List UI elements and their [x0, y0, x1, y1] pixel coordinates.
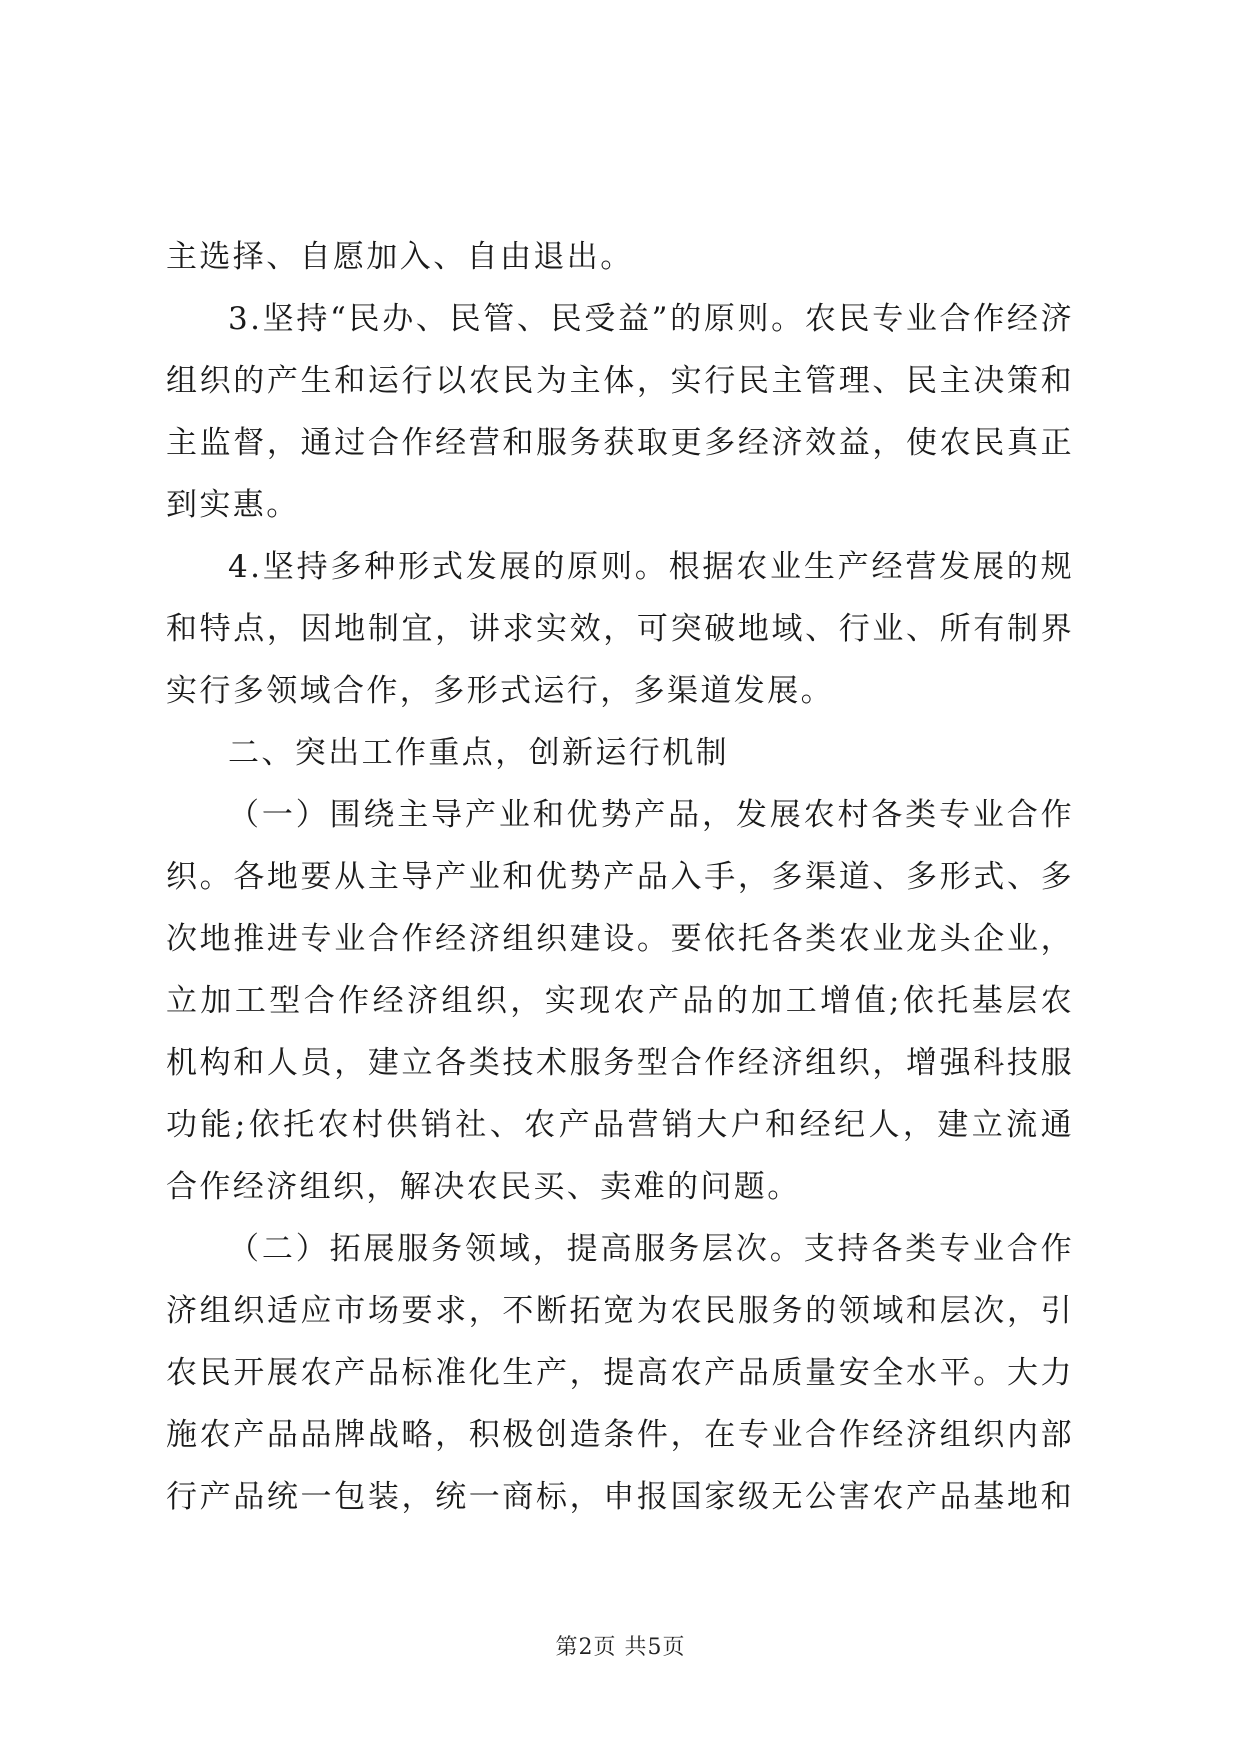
- text-line: 到实惠。: [166, 487, 300, 523]
- text-line: 施农产品品牌战略，积极创造条件，在专业合作经济组织内部: [166, 1417, 1074, 1453]
- text-line: 主监督，通过合作经营和服务获取更多经济效益，使农民真正: [166, 425, 1074, 461]
- text-line: 和特点，因地制宜，讲求实效，可突破地域、行业、所有制界: [166, 611, 1074, 647]
- text-line: 行产品统一包装，统一商标，申报国家级无公害农产品基地和: [166, 1479, 1074, 1515]
- text-line: （二）拓展服务领域，提高服务层次。支持各类专业合作: [228, 1231, 1074, 1267]
- page-footer: 第2页 共5页: [555, 1635, 686, 1660]
- section-heading: 二、突出工作重点，创新运行机制: [228, 735, 729, 771]
- text-line: 济组织适应市场要求，不断拓宽为农民服务的领域和层次，引: [166, 1293, 1074, 1329]
- text-line: 立加工型合作经济组织，实现农产品的加工增值;依托基层农: [166, 983, 1074, 1019]
- text-line: 4.坚持多种形式发展的原则。根据农业生产经营发展的规: [228, 549, 1074, 585]
- text-line: 3.坚持“民办、民管、民受益”的原则。农民专业合作经济: [228, 301, 1074, 337]
- text-line: 合作经济组织，解决农民买、卖难的问题。: [166, 1169, 801, 1205]
- text-line: 功能;依托农村供销社、农产品营销大户和经纪人，建立流通: [166, 1107, 1074, 1143]
- text-line: 机构和人员，建立各类技术服务型合作经济组织，增强科技服: [166, 1045, 1074, 1081]
- text-line: 次地推进专业合作经济组织建设。要依托各类农业龙头企业，: [166, 921, 1074, 957]
- text-line: 实行多领域合作，多形式运行，多渠道发展。: [166, 673, 834, 709]
- text-line: 主选择、自愿加入、自由退出。: [166, 239, 634, 275]
- text-line: 组织的产生和运行以农民为主体，实行民主管理、民主决策和: [166, 363, 1074, 399]
- text-line: 织。各地要从主导产业和优势产品入手，多渠道、多形式、多: [166, 859, 1074, 895]
- text-line: （一）围绕主导产业和优势产品，发展农村各类专业合作: [228, 797, 1074, 833]
- body-text: [166, 226, 1074, 1528]
- text-line: 农民开展农产品标准化生产，提高农产品质量安全水平。大力: [166, 1355, 1074, 1391]
